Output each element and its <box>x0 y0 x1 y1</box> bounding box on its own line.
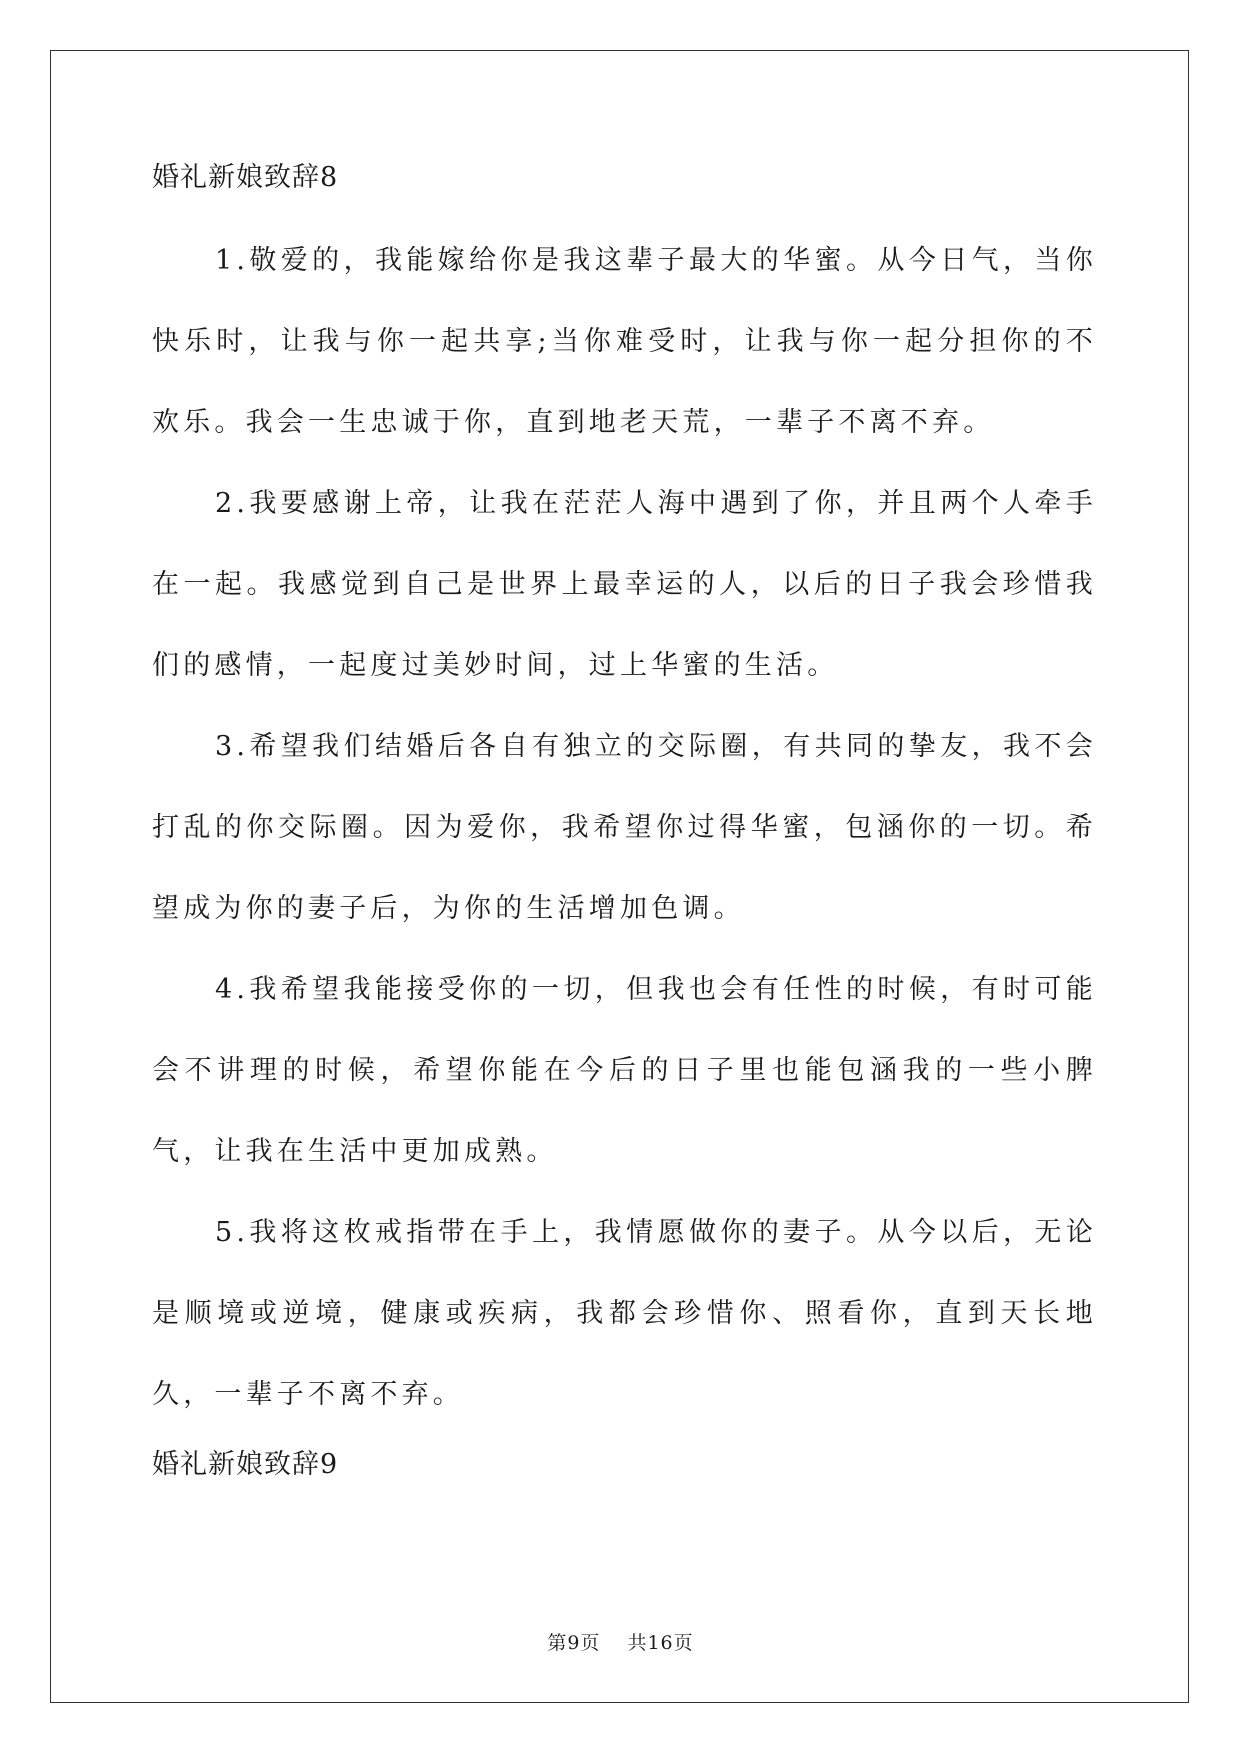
paragraph: 3.希望我们结婚后各自有独立的交际圈，有共同的挚友，我不会打乱的你交际圈。因为爱你，我希望你过得华蜜，包涵你的一切。希望成为你的妻子后，为你的生活增加色调。 <box>152 731 1097 924</box>
page-total: 共16页 <box>627 1632 694 1654</box>
page-footer <box>0 1628 1241 1655</box>
section-heading: 婚礼新娘致辞9 <box>152 1449 339 1480</box>
paragraph: 4.我希望我能接受你的一切，但我也会有任性的时候，有时可能会不讲理的时候，希望你能在今后的日子里也能包涵我的一些小脾气，让我在生活中更加成熟。 <box>152 974 1097 1167</box>
page-number: 第9页 <box>547 1632 601 1654</box>
paragraph: 1.敬爱的，我能嫁给你是我这辈子最大的华蜜。从今日气，当你快乐时，让我与你一起共享;当你难受时，让我与你一起分担你的不欢乐。我会一生忠诚于你，直到地老天荒，一辈子不离不弃。 <box>152 245 1097 438</box>
document-body <box>152 158 1097 1485</box>
paragraph: 2.我要感谢上帝，让我在茫茫人海中遇到了你，并且两个人牵手在一起。我感觉到自己是世界上最幸运的人，以后的日子我会珍惜我们的感情，一起度过美妙时间，过上华蜜的生活。 <box>152 488 1097 681</box>
paragraph: 5.我将这枚戒指带在手上，我情愿做你的妻子。从今以后，无论是顺境或逆境，健康或疾病，我都会珍惜你、照看你，直到天长地久，一辈子不离不弃。 <box>152 1217 1097 1410</box>
section-heading: 婚礼新娘致辞8 <box>152 162 339 193</box>
